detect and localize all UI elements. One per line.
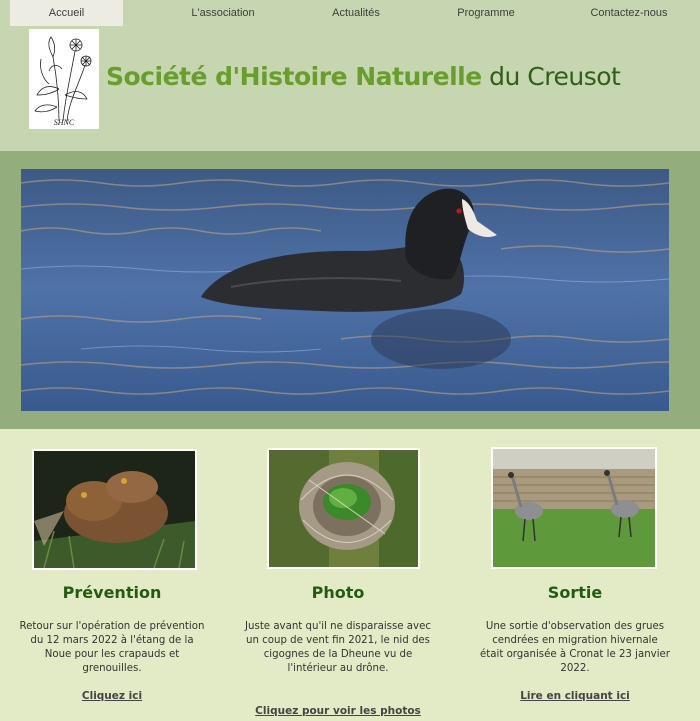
logo-caption: SHNC [53, 118, 75, 127]
card-prevention-title: Prévention [62, 583, 162, 602]
card-sortie-link[interactable]: Lire en cliquant ici [520, 690, 630, 702]
toads-photo[interactable] [32, 449, 197, 570]
card-sortie-text: Une sortie d'observation des grues cendrées en migration hivernale était organisée à Cronat le 23 janvier 2022. [480, 621, 670, 674]
card-photo-title: Photo [311, 583, 365, 602]
nav-item-actualites[interactable]: Actualités [332, 7, 380, 19]
main-nav [0, 0, 700, 26]
cranes-photo[interactable] [491, 447, 657, 569]
flower-drawing-icon [29, 29, 99, 129]
card-sortie-title: Sortie [547, 583, 603, 602]
card-photo-link[interactable]: Cliquez pour voir les photos [255, 705, 421, 717]
card-prevention-text: Retour sur l'opération de prévention du 12 mars 2022 à l'étang de la Noue pour les crapauds et grenouilles. [19, 621, 205, 674]
nav-item-association[interactable]: L'association [191, 7, 255, 19]
nav-item-accueil[interactable]: Accueil [10, 0, 123, 26]
stork-nest-photo[interactable] [267, 448, 420, 569]
site-title [106, 62, 620, 91]
site-header [0, 0, 700, 151]
nav-item-programme[interactable]: Programme [457, 7, 515, 19]
card-prevention-link[interactable]: Cliquez ici [81, 690, 143, 702]
site-title-place: du Creusot [481, 62, 621, 91]
nav-item-contact[interactable]: Contactez-nous [590, 7, 668, 19]
hero-banner [0, 151, 700, 429]
hero-image [21, 169, 669, 411]
site-logo[interactable] [29, 29, 99, 129]
card-photo-text: Juste avant qu'il ne disparaisse avec un coup de vent fin 2021, le nid des cigognes de la Dheune vu de l'intérieur au drône. [245, 621, 431, 674]
site-title-main: Société d'Histoire Naturelle [106, 62, 482, 91]
